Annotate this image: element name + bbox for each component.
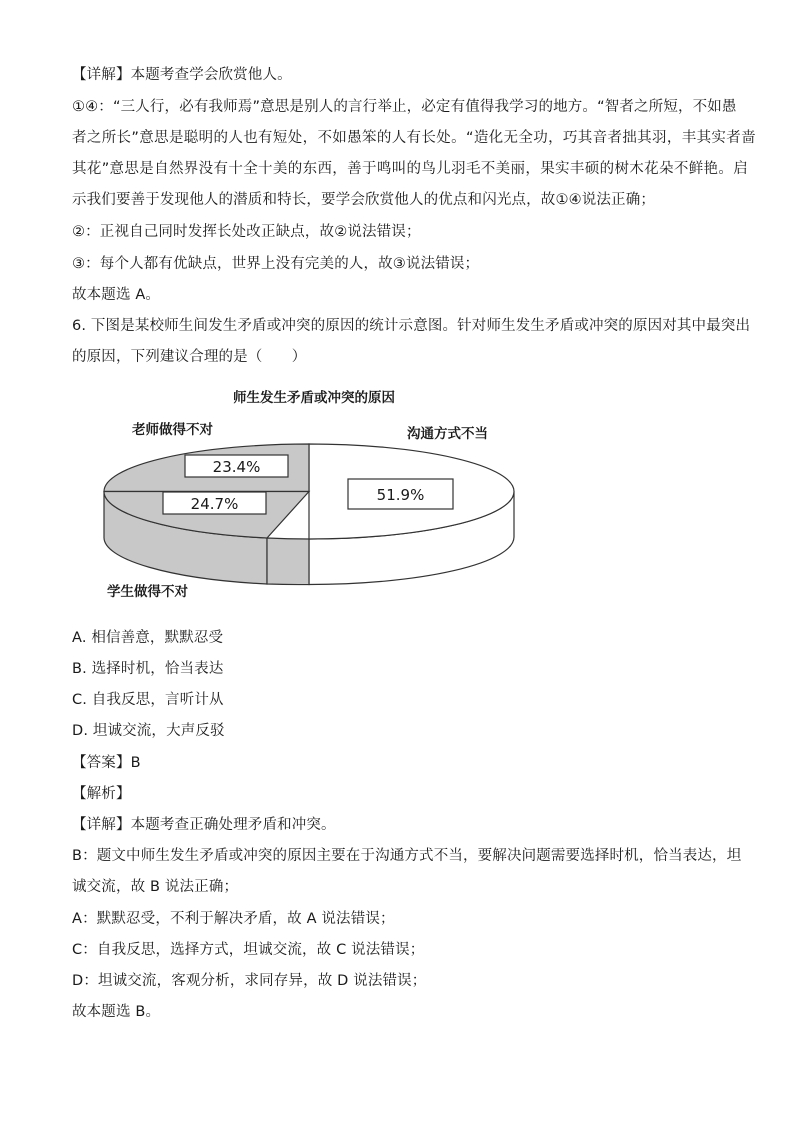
label-teacher-wrong: 老师做得不对 bbox=[132, 422, 213, 438]
pie-chart bbox=[82, 384, 522, 604]
option-b: B. 选择时机，恰当表达 bbox=[72, 661, 224, 677]
previous-answer-conclusion: 故本题选 A。 bbox=[72, 287, 161, 303]
explanation-paragraph-line: 其花”意思是自然界没有十全十美的东西，善于鸣叫的鸟儿羽毛不美丽，果实丰硕的树木花朵不鲜艳。启 bbox=[72, 161, 749, 177]
final-answer: 故本题选 B。 bbox=[72, 1004, 161, 1020]
value-label-teacher: 23.4% bbox=[212, 458, 261, 476]
analysis-d: D：坦诚交流，客观分析，求同存异，故 D 说法错误； bbox=[72, 973, 427, 989]
option-c: C. 自我反思，言听计从 bbox=[72, 692, 224, 708]
explanation-point-2: ②：正视自己同时发挥长处改正缺点，故②说法错误； bbox=[72, 224, 421, 240]
analysis-heading: 【解析】 bbox=[72, 786, 131, 802]
explanation-point-3: ③：每个人都有优缺点，世界上没有完美的人，故③说法错误； bbox=[72, 256, 480, 272]
option-a: A. 相信善意，默默忍受 bbox=[72, 630, 224, 646]
explanation-detail-heading: 【详解】本题考查学会欣赏他人。 bbox=[72, 67, 292, 83]
question-6-stem: 的原因，下列建议合理的是（ ） bbox=[72, 349, 307, 365]
value-label-student: 24.7% bbox=[190, 495, 239, 513]
question-6-stem: 6. 下图是某校师生间发生矛盾或冲突的原因的统计示意图。针对师生发生矛盾或冲突的原因对其中最突出 bbox=[72, 318, 751, 334]
analysis-b-line: B：题文中师生发生矛盾或冲突的原因主要在于沟通方式不当，要解决问题需要选择时机，恰当表达，坦 bbox=[72, 848, 742, 864]
detail-heading: 【详解】本题考查正确处理矛盾和冲突。 bbox=[72, 817, 336, 833]
explanation-paragraph-line: ①④：“三人行，必有我师焉”意思是别人的言行举止，必定有值得我学习的地方。“智者之所短，不如愚 bbox=[72, 99, 737, 115]
explanation-paragraph-line: 示我们要善于发现他人的潜质和特长，要学会欣赏他人的优点和闪光点，故①④说法正确； bbox=[72, 192, 655, 208]
explanation-paragraph-line: 者之所长”意思是聪明的人也有短处，不如愚笨的人有长处。“造化无全功，巧其音者拙其羽，丰其实者啬 bbox=[72, 130, 756, 146]
label-student-wrong: 学生做得不对 bbox=[107, 584, 188, 600]
analysis-c: C：自我反思，选择方式，坦诚交流，故 C 说法错误； bbox=[72, 942, 425, 958]
analysis-a: A：默默忍受，不利于解决矛盾，故 A 说法错误； bbox=[72, 911, 395, 927]
value-label-communication: 51.9% bbox=[376, 486, 425, 504]
option-d: D. 坦诚交流，大声反驳 bbox=[72, 723, 225, 739]
analysis-b-line: 诚交流，故 B 说法正确； bbox=[72, 879, 239, 895]
answer-heading: 【答案】B bbox=[72, 755, 141, 771]
pie-side-grey bbox=[267, 538, 309, 585]
chart-title: 师生发生矛盾或冲突的原因 bbox=[233, 390, 395, 406]
label-communication: 沟通方式不当 bbox=[407, 426, 488, 442]
